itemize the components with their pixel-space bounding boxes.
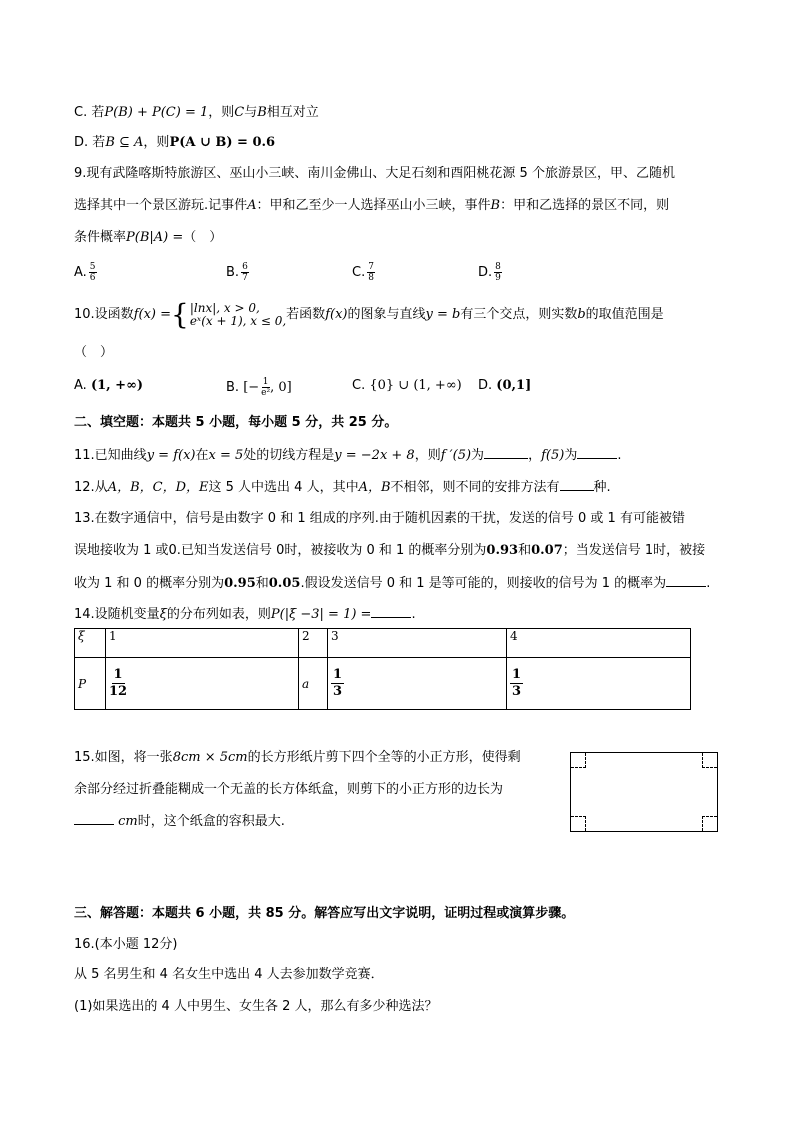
q8-option-c: C. 若P(B) + P(C) = 1，则C与B相互对立 (74, 105, 319, 120)
q16-part1: (1)如果选出的 4 人中男生、女生各 2 人，那么有多少种选法？ (74, 999, 438, 1014)
table-cell: 1 (106, 629, 299, 658)
table-cell: 4 (507, 629, 691, 658)
q16-title: 16.(本小题 12分) (74, 937, 178, 952)
q9-stem-line1: 9.现有武隆喀斯特旅游区、巫山小三峡、南川金佛山、大足石刻和酉阳桃花源 5 个旅游景区，甲、乙随机 (74, 166, 675, 181)
table-cell: ξ (75, 629, 106, 658)
corner-cut-bottom-right (702, 816, 717, 831)
answer-blank[interactable] (577, 446, 617, 459)
table-row (75, 658, 691, 710)
table-cell: a (299, 658, 328, 710)
corner-cut-top-right (702, 753, 717, 768)
q14-stem: 14.设随机变量ξ的分布列如表，则P(|ξ −3| = 1) = . (74, 607, 416, 622)
q9-options (74, 262, 534, 284)
q10-option-a: A. (1, +∞) (74, 378, 144, 393)
q9-stem-line3: 条件概率P(B|A) =（ ） (74, 230, 223, 245)
q13-line1: 13.在数字通信中，信号是由数字 0 和 1 组成的序列.由于随机因素的干扰，发送的信号 0 或 1 有可能被错 (74, 511, 685, 526)
answer-blank[interactable] (74, 812, 114, 825)
table-cell: $\frac{1}{3}$ (328, 658, 507, 710)
table-cell: $\frac{1}{3}$ (507, 658, 691, 710)
section-2-heading: 二、填空题：本题共 5 小题，每小题 5 分，共 25 分。 (74, 415, 398, 430)
table-cell: $\frac{1}{12}$ (106, 658, 299, 710)
q9-option-a: A. $\frac{5}{6}$ (74, 262, 96, 283)
table-cell: P (75, 658, 106, 710)
q10-option-c: C. {0} ∪ (1, +∞) (352, 378, 462, 393)
answer-blank[interactable] (560, 478, 594, 491)
answer-blank[interactable] (484, 446, 528, 459)
q9-option-c: C. $\frac{7}{8}$ (352, 262, 374, 283)
table-cell: 2 (299, 629, 328, 658)
q9-option-d: D. $\frac{8}{9}$ (478, 262, 501, 283)
q10-stem: 10.设函数f(x) ={ |lnx|, x > 0, eˣ(x + 1), x ≤ 0, 若函数f(x)的图象与直线y = b有三个交点，则实数b的取值范围是 (74, 297, 664, 331)
q10-option-b: B. [− $\frac{1}{\text{e²}}$ , 0] (226, 377, 292, 398)
section-3-heading: 三、解答题：本题共 6 小题，共 85 分。解答应写出文字说明，证明过程或演算步骤。 (74, 906, 575, 921)
q9-stem-line2: 选择其中一个景区游玩.记事件A：甲和乙至少一人选择巫山小三峡，事件B：甲和乙选择的景区不同，则 (74, 198, 670, 213)
distribution-table (74, 628, 691, 710)
table-cell: 3 (328, 629, 507, 658)
answer-blank[interactable] (666, 574, 706, 587)
corner-cut-top-left (571, 753, 586, 768)
q10-option-d: D. (0,1] (478, 378, 532, 393)
q10-paren: （ ） (74, 345, 114, 360)
q16-stem: 从 5 名男生和 4 名女生中选出 4 人去参加数学竞赛． (74, 967, 384, 982)
piecewise-cases: |lnx|, x > 0, eˣ(x + 1), x ≤ 0, (189, 300, 287, 328)
q15-line3: cm时，这个纸盒的容积最大. (74, 812, 285, 831)
q11-stem: 11.已知曲线y = f(x)在x = 5处的切线方程是y = −2x + 8，则f ′(5)为 ，f(5)为 . (74, 448, 622, 463)
q12-stem: 12.从A，B，C，D，E这 5 人中选出 4 人，其中A，B不相邻，则不同的安排方法有 种. (74, 480, 611, 495)
left-brace: { (171, 297, 189, 331)
q8-option-d: D. 若B ⊆ A，则P(A ∪ B) = 0.6 (74, 135, 276, 150)
q9-option-b: B. $\frac{6}{7}$ (226, 262, 248, 283)
paper-rectangle-figure (570, 752, 718, 832)
q15-line2: 余部分经过折叠能糊成一个无盖的长方体纸盒，则剪下的小正方形的边长为 (74, 782, 504, 797)
answer-blank[interactable] (371, 605, 411, 618)
q15-line1: 15.如图，将一张8cm × 5cm的长方形纸片剪下四个全等的小正方形，使得剩 (74, 750, 521, 765)
table-row (75, 629, 691, 658)
q13-line3: 收为 1 和 0 的概率分别为0.95和0.05.假设发送信号 0 和 1 是等可能的，则接收的信号为 1 的概率为 . (74, 576, 711, 591)
corner-cut-bottom-left (571, 816, 586, 831)
q13-line2: 误地接收为 1 或0.已知当发送信号 0时，被接收为 0 和 1 的概率分别为0.93和0.07；当发送信号 1时，被接 (74, 543, 706, 558)
q10-options (74, 377, 534, 401)
